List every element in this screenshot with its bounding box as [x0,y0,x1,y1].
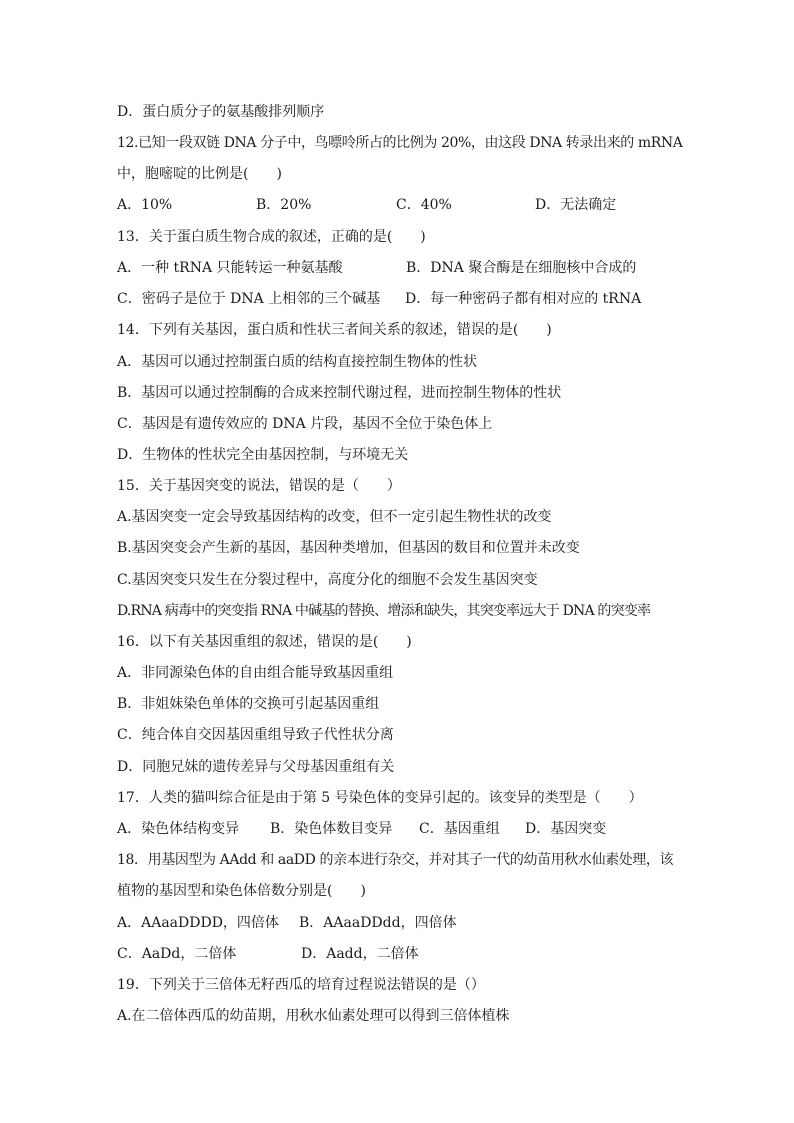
q18-stem-line2: 植物的基因型和染色体倍数分别是( ) [117,883,366,899]
q13-stem: 13．关于蛋白质生物合成的叙述，正确的是( ) [117,229,426,245]
q17-option-b: B．染色体数目变异 [270,821,393,837]
q18-stem-line1: 18．用基因型为 AAdd 和 aaDD 的亲本进行杂交，并对其子一代的幼苗用秋水仙素处理，该 [117,852,674,868]
q14-option-d: D．生物体的性状完全由基因控制，与环境无关 [117,447,409,463]
q18-option-c: C．AaDd，二倍体 [117,946,237,962]
q16-option-b: B．非姐妹染色单体的交换可引起基因重组 [117,696,380,712]
q18-option-b: B．AAaaDDdd，四倍体 [299,915,457,931]
q12-stem-line2: 中，胞嘧啶的比例是( ) [117,166,282,182]
q17-stem: 17．人类的猫叫综合征是由于第 5 号染色体的变异引起的。该变异的类型是（ ） [117,790,643,806]
q17-option-c: C．基因重组 [419,821,500,837]
q15-option-a: A.基因突变一定会导致基因结构的改变，但不一定引起生物性状的改变 [117,509,552,525]
q18-option-d: D．Aadd，二倍体 [301,946,419,962]
q18-option-a: A．AAaaDDDD，四倍体 [117,915,279,931]
q12-option-c: C．40% [396,197,452,213]
q13-option-b: B．DNA 聚合酶是在细胞核中合成的 [406,260,637,276]
q13-option-c: C．密码子是位于 DNA 上相邻的三个碱基 [117,291,381,307]
q13-option-a: A．一种 tRNA 只能转运一种氨基酸 [117,260,343,276]
q17-option-d: D．基因突变 [525,821,607,837]
q15-stem: 15．关于基因突变的说法，错误的是（ ） [117,478,401,494]
q17-option-a: A．染色体结构变异 [117,821,240,837]
q11-option-d: D．蛋白质分子的氨基酸排列顺序 [117,104,325,120]
q14-option-b: B．基因可以通过控制酶的合成来控制代谢过程，进而控制生物体的性状 [117,385,562,401]
q15-option-b: B.基因突变会产生新的基因，基因种类增加，但基因的数目和位置并未改变 [117,540,580,556]
q14-stem: 14．下列有关基因，蛋白质和性状三者间关系的叙述，错误的是( ) [117,322,552,338]
q19-stem: 19．下列关于三倍体无籽西瓜的培育过程说法错误的是（） [117,977,485,993]
q15-option-d: D.RNA 病毒中的突变指 RNA 中碱基的替换、增添和缺失，其突变率远大于 DNA 的突变率 [117,603,651,619]
q16-stem: 16．以下有关基因重组的叙述，错误的是( ) [117,634,412,650]
q12-option-b: B．20% [256,197,312,213]
q15-option-c: C.基因突变只发生在分裂过程中，高度分化的细胞不会发生基因突变 [117,572,538,588]
q19-option-a: A.在二倍体西瓜的幼苗期，用秋水仙素处理可以得到三倍体植株 [117,1008,510,1024]
q12-option-d: D．无法确定 [535,197,617,213]
q16-option-d: D．同胞兄妹的遗传差异与父母基因重组有关 [117,759,395,775]
q16-option-a: A．非同源染色体的自由组合能导致基因重组 [117,665,394,681]
q12-option-a: A．10% [117,197,173,213]
q16-option-c: C．纯合体自交因基因重组导致子代性状分离 [117,727,394,743]
q14-option-c: C．基因是有遗传效应的 DNA 片段，基因不全位于染色体上 [117,416,493,432]
q13-option-d: D．每一种密码子都有相对应的 tRNA [405,291,642,307]
q14-option-a: A．基因可以通过控制蛋白质的结构直接控制生物体的性状 [117,354,478,370]
q12-stem-line1: 12.已知一段双链 DNA 分子中，鸟嘌呤所占的比例为 20%，由这段 DNA 转录出来的 mRNA [117,135,683,151]
